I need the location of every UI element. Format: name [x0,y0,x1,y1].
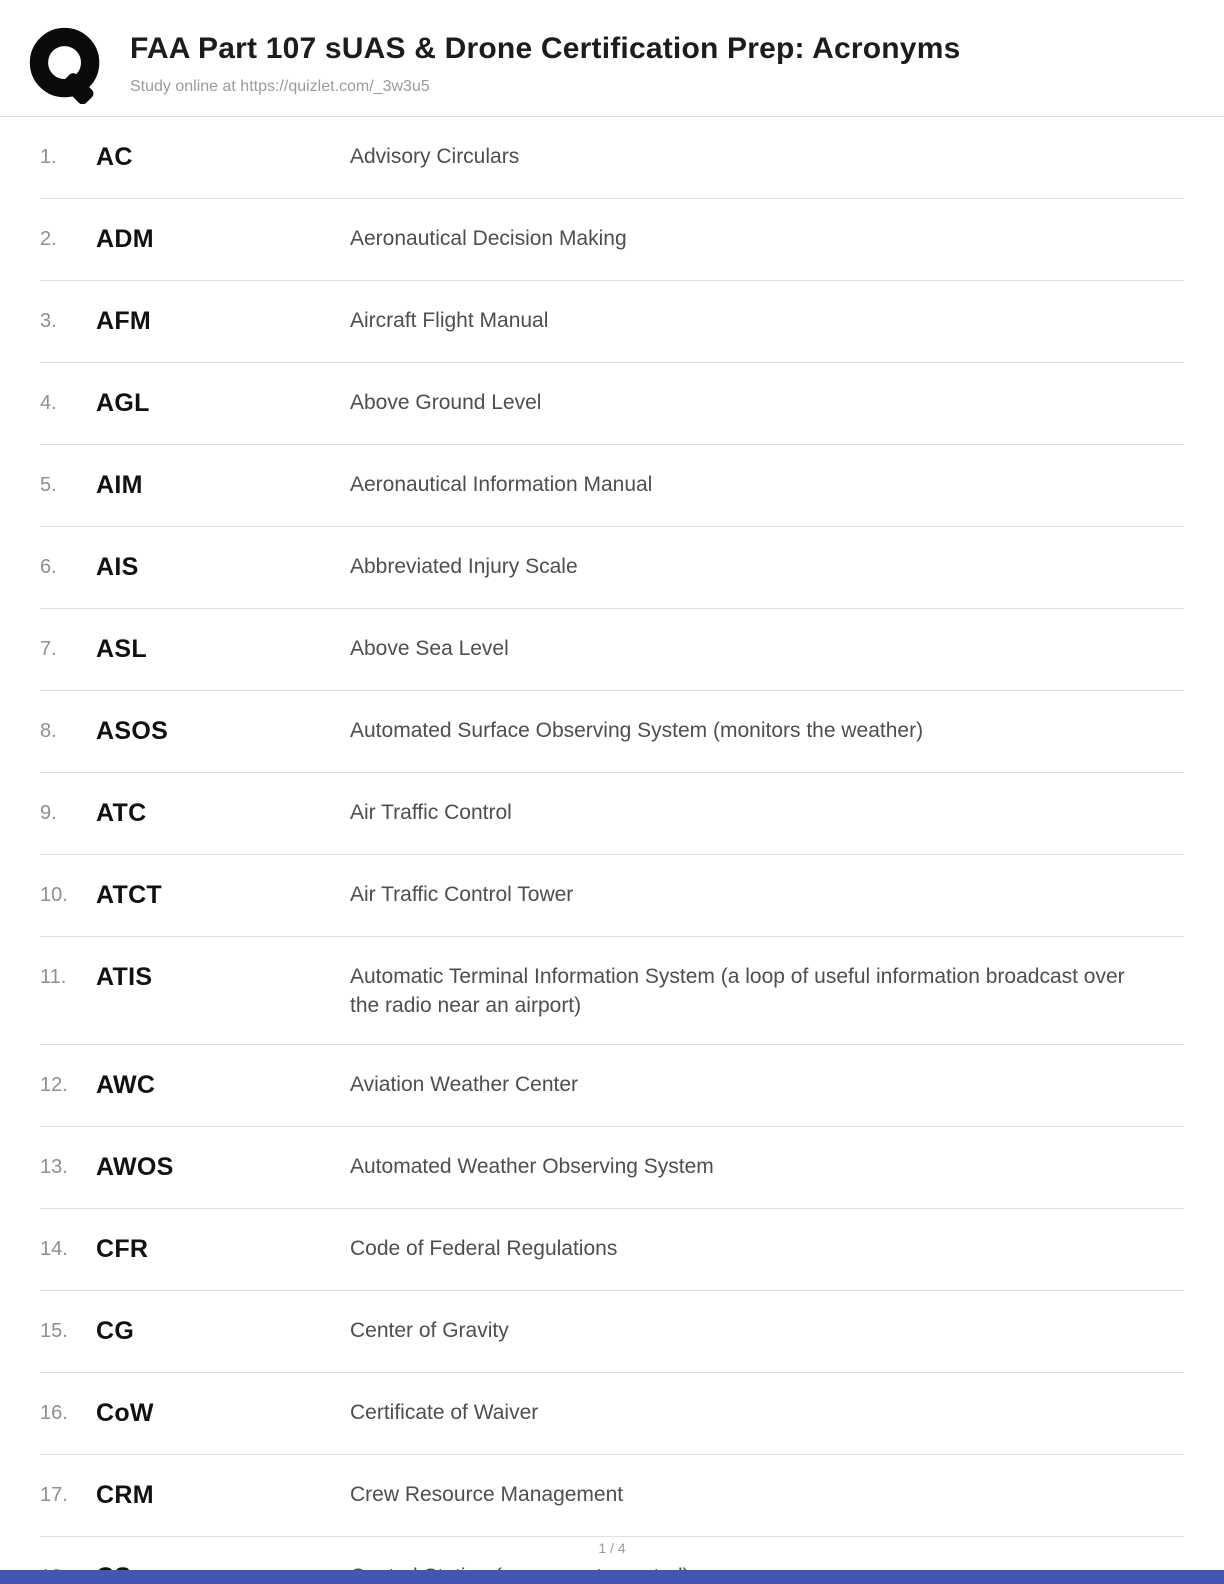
item-number: 16. [40,1401,68,1424]
item-number: 6. [40,556,57,578]
item-term: AWC [96,1070,156,1099]
item-number: 11. [40,966,67,988]
list-item [40,1455,1184,1537]
item-number: 2. [40,228,57,250]
item-definition: Automated Weather Observing System [350,1154,714,1178]
list-item [40,281,1184,363]
item-term: ATIS [96,963,153,991]
page-header [0,0,1224,117]
item-term: CFR [96,1234,149,1263]
page-title: FAA Part 107 sUAS & Drone Certification Prep: Acronyms [130,32,961,65]
q-logo-icon [28,26,106,104]
item-term: ASOS [96,717,169,745]
item-number: 8. [40,720,57,742]
item-definition: Above Sea Level [350,637,509,660]
item-term: AFM [96,307,152,335]
item-definition: Above Ground Level [350,391,542,414]
item-number: 3. [40,310,57,332]
item-definition: Aviation Weather Center [350,1072,579,1096]
list-item [40,1291,1184,1373]
list-item [40,609,1184,691]
list-item [40,445,1184,527]
item-term: AC [96,143,133,171]
list-item [40,117,1184,199]
item-definition: Automated Surface Observing System (monitors the weather) [350,719,924,742]
list-item [40,1209,1184,1291]
item-number: 13. [40,1155,68,1178]
list-item [40,855,1184,937]
item-term: ATC [96,799,147,827]
item-number: 10. [40,884,68,906]
item-number: 4. [40,392,57,414]
item-definition: Aircraft Flight Manual [350,309,549,332]
item-term: ADM [96,225,154,253]
item-term: CG [96,1316,135,1345]
item-definition: Certificate of Waiver [350,1400,539,1424]
item-term: AIS [96,553,139,581]
item-definition: Automatic Terminal Information System (a loop of useful information broadcast over the radio near an airport) [350,965,1125,1018]
item-number: 14. [40,1237,68,1260]
list-item [40,1373,1184,1455]
item-definition: Aeronautical Decision Making [350,227,627,250]
item-number: 12. [40,1073,68,1096]
item-definition: Center of Gravity [350,1318,509,1342]
page-number: 1 / 4 [598,1540,626,1556]
item-term: AWOS [96,1152,174,1181]
item-number: 17. [40,1483,68,1506]
acronym-list [0,117,1224,1584]
item-term: CRM [96,1480,154,1509]
page-subtitle: Study online at https://quizlet.com/_3w3u5 [130,78,430,95]
list-item [40,937,1184,1045]
item-number: 5. [40,474,57,496]
item-number: 7. [40,638,57,660]
item-number: 1. [40,146,57,168]
item-definition: Air Traffic Control Tower [350,883,574,906]
item-term: AIM [96,471,143,499]
item-definition: Air Traffic Control [350,801,512,824]
item-term: ASL [96,635,147,663]
item-term: CoW [96,1398,154,1427]
item-definition: Code of Federal Regulations [350,1236,618,1260]
list-item [40,1127,1184,1209]
item-term: AGL [96,389,150,417]
item-definition: Aeronautical Information Manual [350,473,653,496]
item-definition: Abbreviated Injury Scale [350,555,578,578]
quizlet-logo-icon [28,26,106,104]
item-number: 9. [40,802,57,824]
header-text-block [130,26,960,96]
brand-bottom-bar [0,1570,1224,1584]
list-item [40,773,1184,855]
list-item [40,363,1184,445]
list-item [40,527,1184,609]
list-item [40,199,1184,281]
item-term: ATCT [96,881,162,909]
list-item [40,1045,1184,1127]
list-item [40,691,1184,773]
item-definition: Advisory Circulars [350,145,520,168]
item-definition: Crew Resource Management [350,1482,624,1506]
item-number: 15. [40,1319,68,1342]
